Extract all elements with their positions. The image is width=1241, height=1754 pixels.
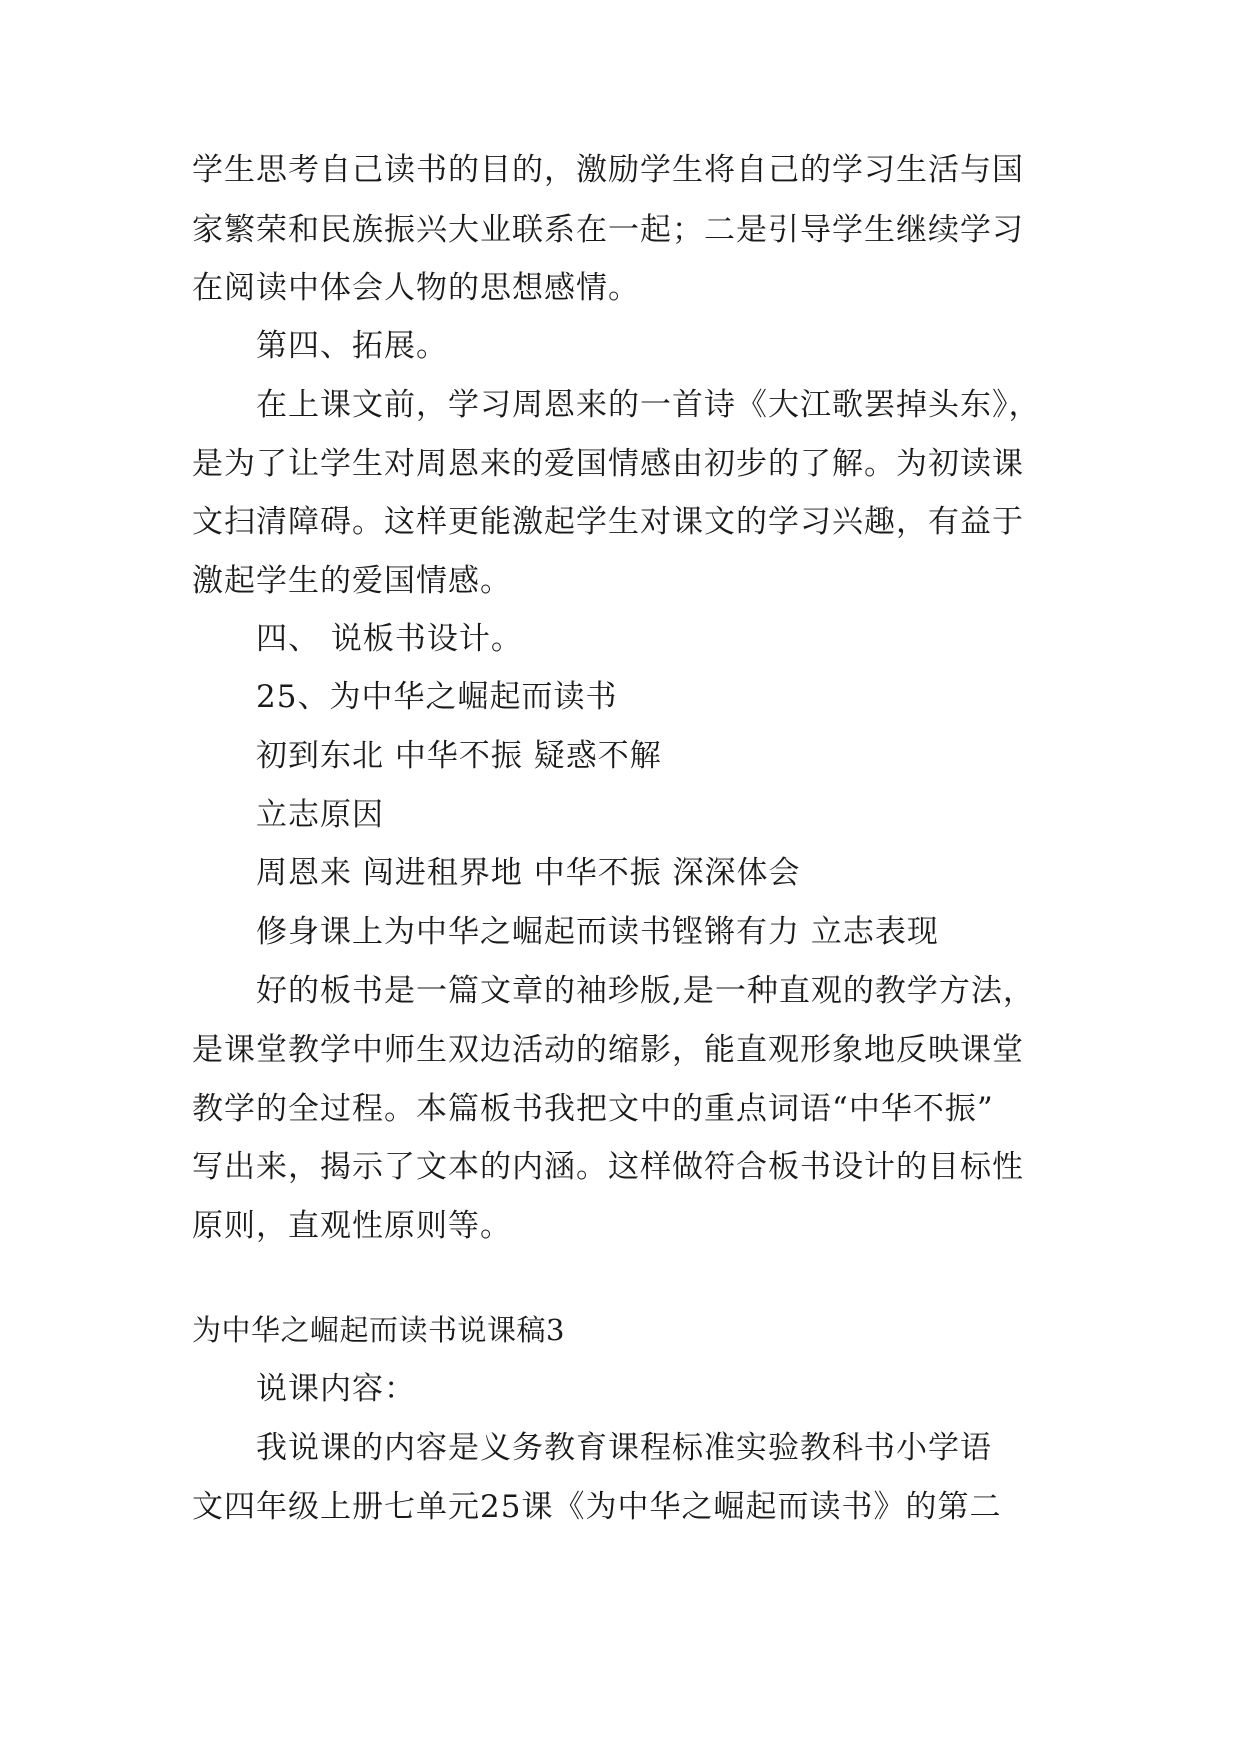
board-line: 周恩来 闯进租界地 中华不振 深深体会	[256, 855, 801, 891]
board-line: 立志原因	[256, 797, 384, 833]
section-heading: 四、 说板书设计。	[256, 621, 523, 657]
paragraph-line: 好的板书是一篇文章的袖珍版,是一种直观的教学方法，	[256, 973, 1035, 1009]
paragraph-line: 在上课文前，学习周恩来的一首诗《大江歌罢掉头东》，	[256, 387, 1041, 423]
paragraph-line: 家繁荣和民族振兴大业联系在一起；二是引导学生继续学习	[192, 212, 1024, 248]
paragraph-line: 文扫清障碍。这样更能激起学生对课文的学习兴趣，有益于	[192, 504, 1024, 540]
paragraph-line: 是课堂教学中师生双边活动的缩影，能直观形象地反映课堂	[192, 1032, 1024, 1068]
paragraph-line: 说课内容：	[256, 1371, 416, 1407]
section-title: 为中华之崛起而读书说课稿3	[192, 1313, 565, 1347]
board-line: 初到东北 中华不振 疑惑不解	[256, 738, 662, 774]
section-heading: 第四、拓展。	[256, 328, 448, 364]
paragraph-line: 原则，直观性原则等。	[192, 1208, 512, 1244]
paragraph-line: 在阅读中体会人物的思想感情。	[192, 270, 640, 306]
paragraph-line: 是为了让学生对周恩来的爱国情感由初步的了解。为初读课	[192, 446, 1024, 482]
paragraph-line: 文四年级上册七单元25课《为中华之崛起而读书》的第二	[192, 1489, 1002, 1525]
board-line: 修身课上为中华之崛起而读书铿锵有力 立志表现	[256, 914, 939, 950]
paragraph-line: 写出来，揭示了文本的内涵。这样做符合板书设计的目标性	[192, 1149, 1024, 1185]
paragraph-line: 学生思考自己读书的目的，激励学生将自己的学习生活与国	[192, 152, 1024, 188]
paragraph-line: 教学的全过程。本篇板书我把文中的重点词语“中华不振”	[192, 1091, 994, 1127]
paragraph-line: 我说课的内容是义务教育课程标准实验教科书小学语	[256, 1430, 992, 1466]
paragraph-line: 激起学生的爱国情感。	[192, 563, 512, 599]
board-line: 25、为中华之崛起而读书	[256, 679, 618, 715]
